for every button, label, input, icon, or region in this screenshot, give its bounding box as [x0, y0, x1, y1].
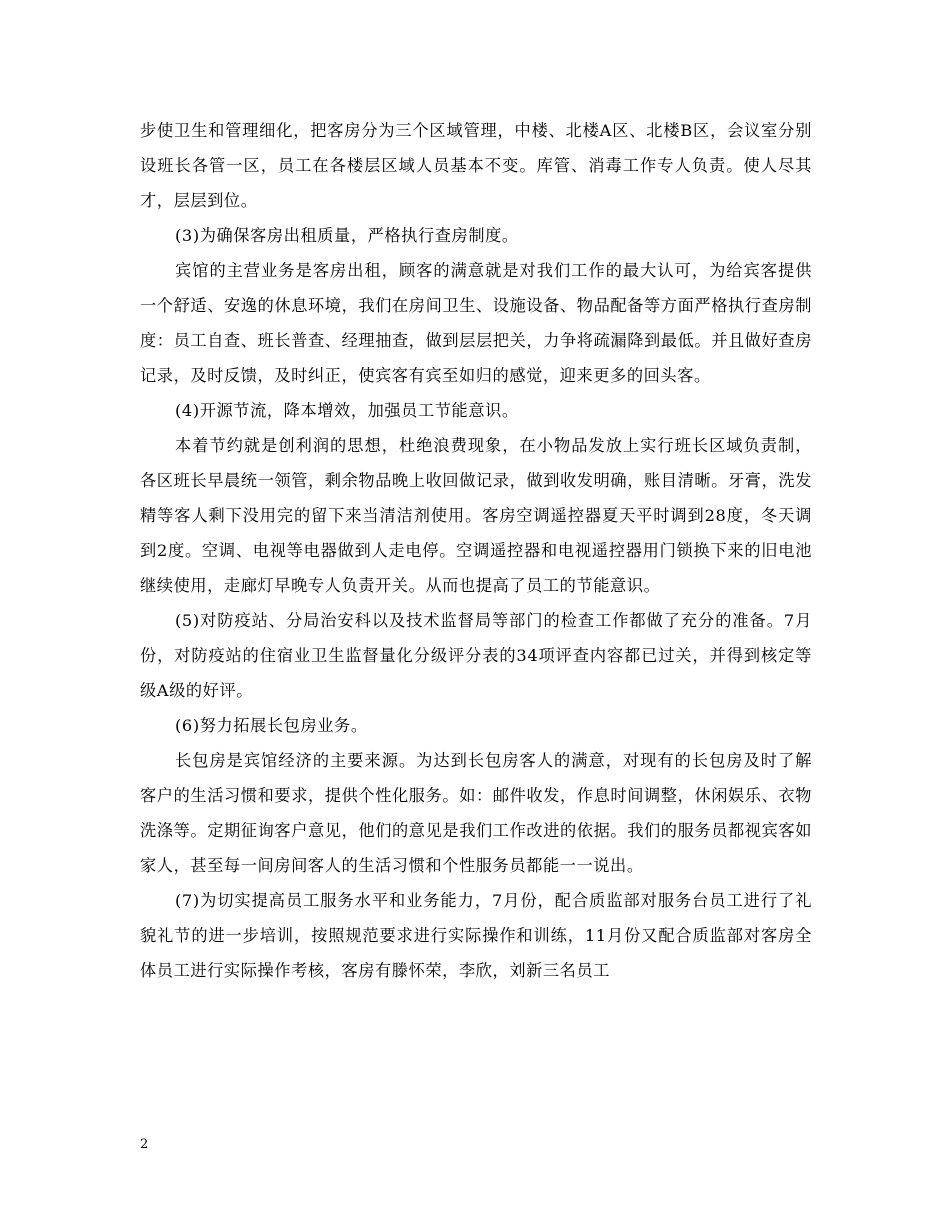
page-number: 2 — [140, 1137, 149, 1152]
document-body — [140, 113, 812, 988]
paragraph-item-7-training: (7)为切实提高员工服务水平和业务能力，7月份，配合质监部对服务台员工进行了礼貌礼节的进一步培训，按照规范要求进行实际操作和训练，11月份又配合质监部对客房全体员工进行实际操作考核，客房有滕怀荣，李欣，刘新三名员工 — [140, 891, 812, 980]
paragraph-item-4-heading: (4)开源节流，降本增效，加强员工节能意识。 — [175, 401, 519, 420]
paragraph-item-5-inspection: (5)对防疫站、分局治安科以及技术监督局等部门的检查工作都做了充分的准备。7月份，对防疫站的住宿业卫生监督量化分级评分表的34项评查内容都已过关，并得到核定等级A级的好评。 — [140, 611, 812, 700]
paragraph-item-3-heading: (3)为确保客房出租质量，严格执行查房制度。 — [175, 226, 519, 245]
paragraph-continuation: 步使卫生和管理细化，把客房分为三个区域管理，中楼、北楼A区、北楼B区，会议室分别设班长各管一区，员工在各楼层区域人员基本不变。库管、消毒工作专人负责。使人尽其才，层层到位。 — [140, 121, 812, 210]
paragraph-long-term-rooms: 长包房是宾馆经济的主要来源。为达到长包房客人的满意，对现有的长包房及时了解客户的生活习惯和要求，提供个性化服务。如：邮件收发，作息时间调整，休闲娱乐、衣物洗涤等。定期征询客户意见，他们的意见是我们工作改进的依据。我们的服务员都视宾客如家人，甚至每一间房间客人的生活习惯和个性服务员都能一一说出。 — [140, 751, 812, 875]
paragraph-room-inspection: 宾馆的主营业务是客房出租，顾客的满意就是对我们工作的最大认可，为给宾客提供一个舒适、安逸的休息环境，我们在房间卫生、设施设备、物品配备等方面严格执行查房制度：员工自查、班长普查、经理抽查，做到层层把关，力争将疏漏降到最低。并且做好查房记录，及时反馈，及时纠正，使宾客有宾至如归的感觉，迎来更多的回头客。 — [140, 261, 812, 385]
paragraph-item-6-heading: (6)努力拓展长包房业务。 — [175, 716, 368, 735]
paragraph-energy-saving: 本着节约就是创利润的思想，杜绝浪费现象，在小物品发放上实行班长区域负责制，各区班长早晨统一领管，剩余物品晚上收回做记录，做到收发明确，账目清晰。牙膏，洗发精等客人剩下没用完的留下来当清洁剂使用。客房空调遥控器夏天平时调到28度，冬天调到2度。空调、电视等电器做到人走电停。空调遥控器和电视遥控器用门锁换下来的旧电池继续使用，走廊灯早晚专人负责开关。从而也提高了员工的节能意识。 — [140, 436, 812, 595]
